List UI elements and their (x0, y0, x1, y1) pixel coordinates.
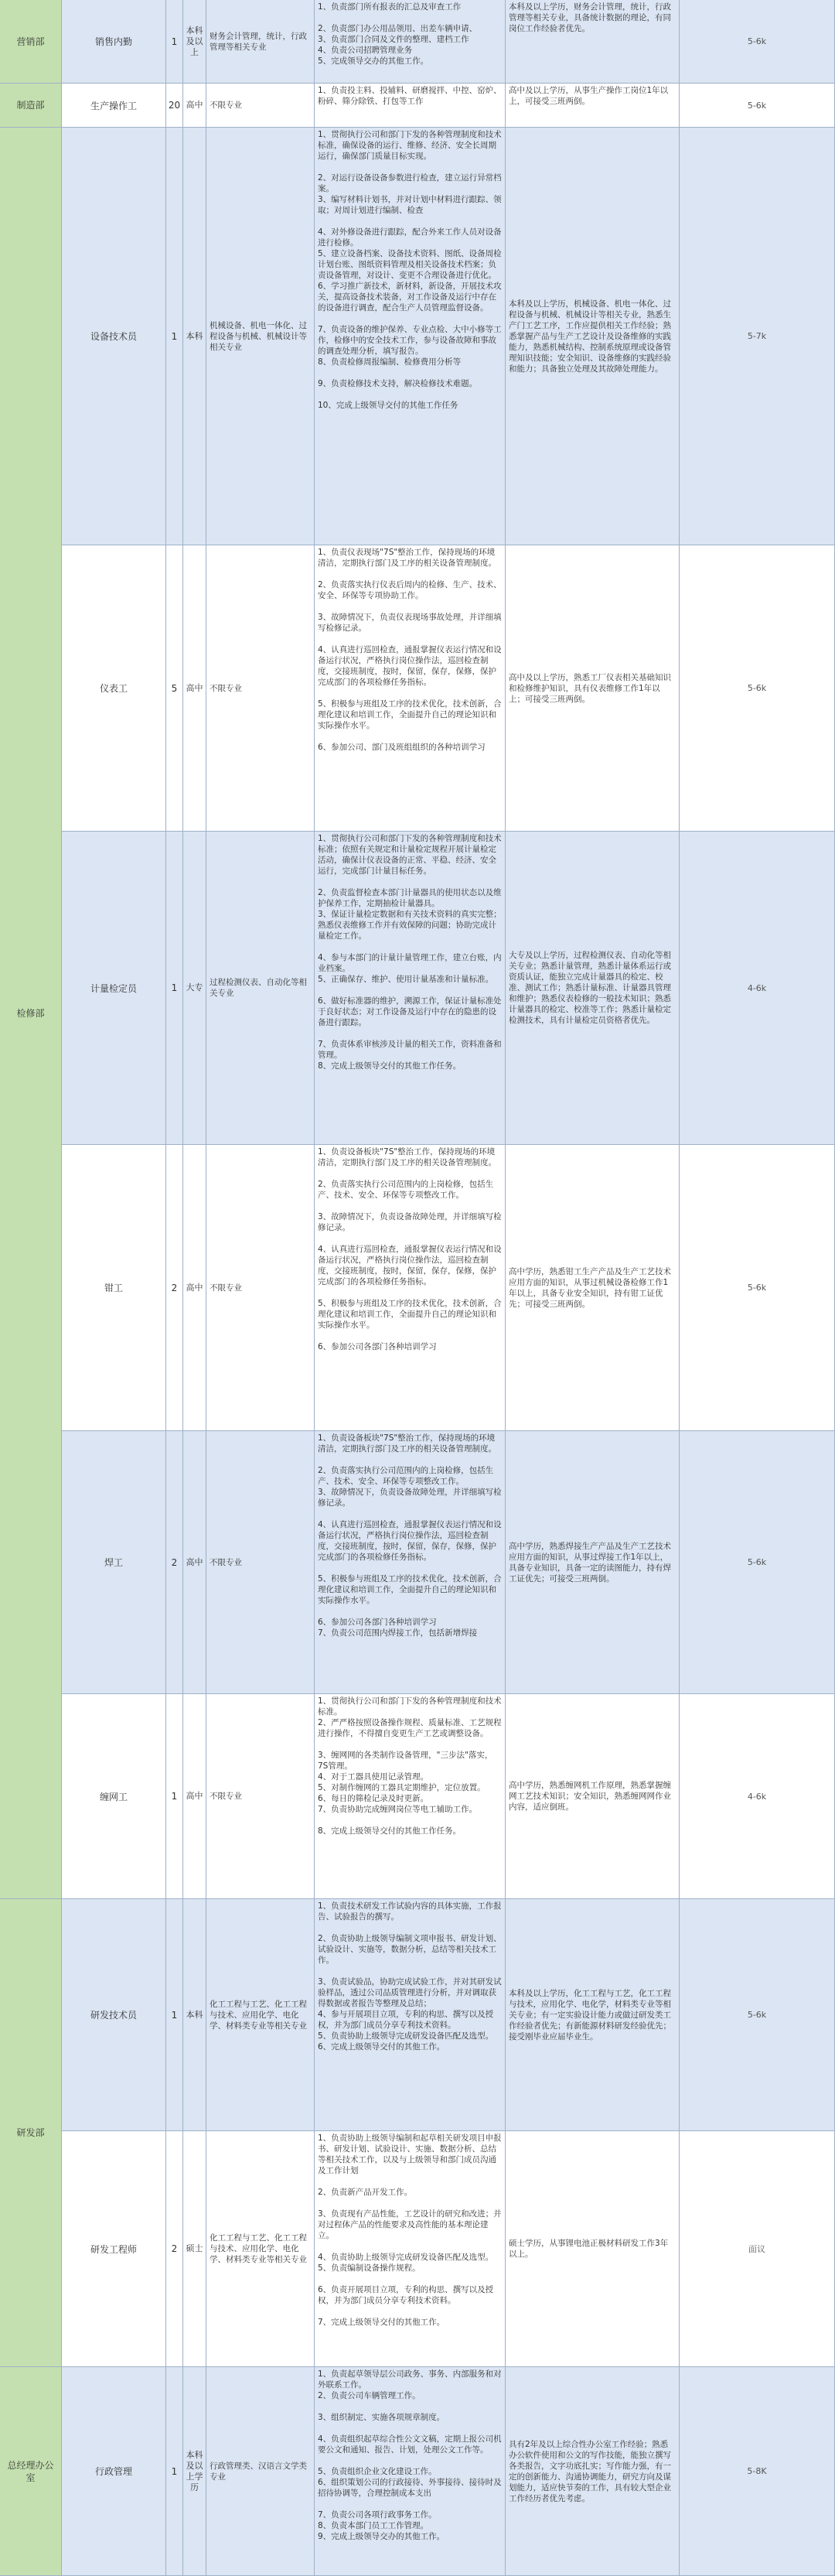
headcount: 1 (171, 2465, 178, 2477)
table-row (0, 545, 835, 832)
requirements: 本科及以上学历，财务会计管理，统计，行政管理等相关专业，具备统计数据的理论，有同岗位工作经验者优先。 (509, 2, 671, 33)
duties: 1、负责协助上级领导编制和起草相关研发项目申报书、研发计划、试验设计、实施、数据分析、总结等相关技术工作，以及与上级领导和部门成员沟通及工作计划 2、负责新产品开发工作。 3、负责现有产品性能，工艺设计的研究和改进；并对过程体产品的性能要求及高性能的基本理论建立。 4、负责协助上级领导完成研发设备匹配及选型。5、负责编制设备操作规程。 6、负责开展项目立项，专利的构思、撰写以及授权，并为部门成员分享专利技术资料。 7、完成上级领导交付的其他工作。 (318, 2134, 502, 2327)
salary: 5-6k (747, 683, 767, 693)
headcount: 1 (171, 36, 178, 47)
headcount: 5 (171, 682, 178, 694)
salary: 5-6k (747, 100, 767, 111)
major: 不限专业 (210, 101, 242, 110)
salary: 4-6k (747, 982, 767, 993)
headcount: 1 (171, 1791, 178, 1802)
major: 过程检测仪表、自动化等相关专业 (210, 978, 307, 998)
major: 不限专业 (210, 1792, 242, 1801)
headcount: 20 (168, 100, 181, 111)
education: 高中 (186, 100, 203, 110)
education: 硕士 (186, 2243, 203, 2253)
salary: 4-6k (747, 1791, 767, 1802)
duties: 1、负责设备板块"7S"整治工作，保持现场的环境清洁，定期执行部门及工序的相关设备管理制度。 2、负责落实执行公司范围内的上岗检修，包括生产、技术、安全、环保等专项整改工作。 3、故障情况下，负责设备故障处理，并详细填写检修记录。 4、认真进行巡回检查，通报掌握仪表运行情况和设备运行状况，严格执行岗位操作法，巡回检查制度，交接班制度，按时，保留，保存，保修，保护完成部门的各项检修任务指标。 5、积极参与班组及工序的技术优化，技术创新，合理化建议和培训工作，全面提升自己的理论知识和实际操作水平。 6、参加公司各部门各种培训学习 (318, 1147, 502, 1351)
major: 行政管理类、汉语言文学类专业 (210, 2461, 307, 2482)
position-name: 研发工程师 (90, 2243, 137, 2255)
table-row (0, 2131, 835, 2367)
requirements: 本科及以上学历，机械设备、机电一体化、过程设备与机械、机械设计等相关专业，熟悉生产门工艺工序，工作应提供相关工作经验；熟悉掌握产品与生产工艺设计及设备维修的实践能力，熟悉机械结构、控制系统原理或设备管理知识技能；安全知识、设备维修的实践经验和能力；具备独立处理及其故障处理能力。 (509, 299, 671, 374)
salary: 5-6k (747, 1557, 767, 1567)
duties: 1、负责投主料、投辅料、研磨搅拌、中控、窑炉、粉碎、筛分除铁、打包等工作 (318, 86, 502, 106)
salary: 5-8K (747, 2466, 767, 2476)
dept-name: 制造部 (16, 100, 45, 111)
position-name: 研发技术员 (90, 2010, 137, 2021)
table-row (0, 128, 835, 545)
requirements: 高中学历，熟悉焊接生产产品及生产工艺技术应用方面的知识，从事过焊接工作1年以上，具备专业知识，具备一定的读图能力，持有焊工证优先；可接受三班两倒。 (509, 1541, 671, 1584)
education: 本科 (186, 2009, 203, 2020)
position-name: 销售内勤 (94, 36, 132, 47)
table-row (0, 832, 835, 1145)
salary: 5-6k (747, 36, 767, 46)
duties: 1、负责部门所有报表的汇总及审查工作 2、负责部门办公用品领用、出差车辆申请、 3、负责部门合同及文件的整理、建档工作 4、负责公司招聘管理业务 5、完成领导交办的其他工作。 (318, 2, 478, 66)
major: 不限专业 (210, 1283, 242, 1293)
requirements: 高中及以上学历，熟悉工厂仪表相关基础知识和检修维护知识，具有仪表维修工作1年以上；可接受三班两倒。 (509, 672, 671, 704)
headcount: 2 (171, 1282, 178, 1293)
salary: 5-7k (747, 331, 767, 341)
requirements: 大专及以上学历，过程检测仪表、自动化等相关专业；熟悉计量管理，熟悉计量体系运行或资质认证，能独立完成计量器具的检定、校准、测试工作；熟悉计量标准、计量器具管理和维护；熟悉仪表检修的一般技术知识；熟悉计量器具的检定、校准等工作；熟悉计量检定检测技术，具有计量检定员资格者优先。 (509, 951, 671, 1025)
major: 化工工程与工艺、化工工程与技术、应用化学、电化学、材料类专业等相关专业 (210, 1999, 307, 2031)
requirements: 高中学历，熟悉钳工生产产品及生产工艺技术应用方面的知识，从事过机械设备检修工作1年以上，具备专业安全知识，持有钳工证优先；可接受三班两倒。 (509, 1266, 671, 1309)
table-row (0, 1899, 835, 2131)
requirements: 本科及以上学历，化工工程与工艺，化工工程与技术，应用化学、电化学，材料类专业等相关专业；有一定实验设计能力或做过研发类工作经验者优先；有新能源材料研发经验优先；接受刚毕业应届毕业生。 (509, 1988, 671, 2041)
position-name: 设备技术员 (90, 331, 137, 342)
headcount: 1 (171, 330, 178, 342)
duties: 1、贯彻执行公司和部门下发的各种管理制度和技术标准，确保设备的运行、维修、经济、安全长周期运行，确保部门质量目标实现。 2、对运行设备设备参数进行检查，建立运行异常档案。 3、编写材料计划书，并对计划中材料进行跟踪、领取；对周计划进行编制、检查 4、对外修设备进行跟踪，配合外来工作人员对设备进行检修。 5、建立设备档案、设备技术资料、图纸、设备周检计划台账、图纸资料管理及相关设备技术档案；负责设备管理，对设计、变更不合理设备进行优化。 6、学习推广新技术，新材料，新设备，开展技术攻关，提高设备技术装备，对工作设备及运行中存在的设备进行调查，配合生产人员管理监督设备。 7、负责设备的维护保养、专业点检、大中小修等工作，检修中的安全技术工作，参与设备故障和事故的调查处理分析，填写报告。 8、负责检修周报编制、检修费用分析等 9、负责检修技术支持，解决检修技术难题。 10、完成上级领导交付的其他工作任务 (318, 130, 502, 410)
table-row (0, 1431, 835, 1694)
dept-name: 总经理办公室 (7, 2459, 54, 2483)
dept-name: 研发部 (16, 2127, 45, 2138)
position-name: 行政管理 (94, 2466, 132, 2477)
major: 机械设备、机电一体化、过程设备与机械、机械设计等相关专业 (210, 320, 307, 352)
education: 高中 (186, 1791, 203, 1801)
requirements: 高中学历，熟悉缠网机工作原理，熟悉掌握缠网工艺技术知识；安全知识，熟悉缠网网作业内容，适应倒班。 (509, 1781, 671, 1812)
duties: 1、负责起草领导层公司政务、事务、内部服务和对外联系工作。 2、负责公司车辆管理工作。 3、组织制定、实施各项规章制度。 4、负责组织起草综合性公文文稿，定期上报公司机要公文和通知、报告、计划，处理公文工作等。 5、负责组织企业文化建设工作。 6、组织策划公司的行政接待、外事接待、接待时及招待协调等，合理控制成本支出 7、负责公司各项行政事务工作。 8、负责本部门员工工作管理。 9、完成上级领导交办的其他工作。 (318, 2369, 502, 2541)
headcount: 1 (171, 982, 178, 993)
table-row (0, 2367, 835, 2576)
table-row (0, 84, 835, 128)
table-row (0, 1694, 835, 1899)
education: 高中 (186, 1282, 203, 1293)
table-row (0, 1145, 835, 1431)
duties: 1、负责设备板块"7S"整治工作，保持现场的环境清洁，定期执行部门及工序的相关设备管理制度。 2、负责落实执行公司范围内的上岗检修，包括生产、技术、安全、环保等专项整改工作。 3、故障情况下，负责设备故障处理，并详细填写检修记录。 4、认真进行巡回检查，通报掌握仪表运行情况和设备运行状况，严格执行岗位操作法，巡回检查制度，交接班制度，按时，保留，保存，保修，保护完成部门的各项检修任务指标。 5、积极参与班组及工序的技术优化，技术创新，合理化建议和培训工作，全面提升自己的理论知识和实际操作水平。 6、参加公司各部门各种培训学习 7、负责公司范围内焊接工作，包括新增焊接 (318, 1433, 502, 1638)
table-row (0, 0, 835, 84)
duties: 1、负责仪表现场"7S"整治工作，保持现场的环境清洁，定期执行部门及工序的相关设备管理制度。 2、负责落实执行仪表后周内的检修、生产、技术、安全、环保等专项协助工作。 3、故障情况下，负责仪表现场事故处理，并详细填写检修记录。 4、认真进行巡回检查，通报掌握仪表运行情况和设备运行状况，严格执行岗位操作法，巡回检查制度，交接班制度，按时，保留，保存，保修，保护完成部门的各项检修任务指标。 5、积极参与班组及工序的技术优化，技术创新，合理化建议和培训工作，全面提升自己的理论知识和实际操作水平。 6、参加公司、部门及班组组织的各种培训学习 (318, 548, 502, 752)
requirements: 高中及以上学历，从事生产操作工岗位1年以上，可接受三班两倒。 (509, 86, 669, 106)
duties: 1、贯彻执行公司和部门下发的各种管理制度和技术标准。 2、严严格按照设备操作规程、质量标准、工艺规程进行操作，不得擅自变更生产工艺或调整设备。 3、缠网网的各类制作设备管理，"三步法"落实，7S管理。 4、对于工器具使用记录管理。 5、对制作缠网的工器具定期维护，定位放置。 6、每日的筛检记录及时更新。 7、负责协助完成缠网岗位等电工辅助工作。 8、完成上级领导交付的其他工作任务。 (318, 1696, 502, 1836)
major: 不限专业 (210, 683, 242, 693)
education: 高中 (186, 682, 203, 693)
education: 本科及以上 (186, 25, 203, 57)
dept-name: 营销部 (16, 36, 45, 47)
dept-name: 检修部 (16, 1007, 45, 1019)
headcount: 2 (171, 2243, 178, 2254)
education: 本科及以上学历 (186, 2449, 203, 2492)
education: 大专 (186, 982, 203, 992)
position-name: 生产操作工 (90, 100, 137, 111)
headcount: 2 (171, 1556, 178, 1568)
salary: 5-6k (747, 1283, 767, 1293)
education: 高中 (186, 1556, 203, 1567)
salary: 面议 (748, 2244, 765, 2254)
major: 不限专业 (210, 1557, 242, 1567)
education: 本科 (186, 330, 203, 341)
position-name: 仪表工 (99, 683, 128, 694)
major: 化工工程与工艺、化工工程与技术、应用化学、电化学、材料类专业等相关专业 (210, 2233, 307, 2264)
major: 财务会计管理，统计，行政管理等相关专业 (210, 31, 307, 52)
position-name: 缠网工 (99, 1791, 128, 1802)
position-name: 计量检定员 (90, 982, 137, 994)
position-name: 钳工 (104, 1283, 123, 1293)
duties: 1、负责技术研发工作试验内容的具体实施，工作报告、试验报告的撰写。 2、负责协助上级领导编制文项申报书、研发计划、试验设计、实施等，数据分析，总结等相关技术工作。 3、负责试验品，协助完成试验工作，并对其研发试验样品，透过公司品质管理进行分析，并对调取获得数据或者报告等整理及总结； 4、参与开展项目立项，专利的构思、撰写以及授权，并为部门成员分享专利技术资料。 5、负责协助上级领导完成研发设备匹配及选型。 6、完成上级领导交付的其他工作。 (318, 1901, 502, 2052)
salary: 5-6k (747, 2010, 767, 2020)
headcount: 1 (171, 2009, 178, 2021)
duties: 1、贯彻执行公司和部门下发的各种管理制度和技术标准；依照有关规定和计量检定规程开展计量检定活动，确保计仪表设备的正常、平稳、经济、安全运行，完成部门计量目标任务。 2、负责监督检查本部门计量器具的使用状态以及维护保养工作，定期抽检计量器具。 3、保证计量检定数据和有关技术资料的真实完整；熟悉仪表维修工作并有效保障的问题；协助完成计量检定工作。 4、参与本部门的计量计量管理工作，建立台账，内业档案。 5、正确保存、维护、使用计量基准和计量标准。 6、做好标准器的维护，溯源工作，保证计量标准处于良好状态；对工作设备及运行中存在的隐患的设备进行跟踪。 7、负责体系审核涉及计量的相关工作，资料准备和管理。 8、完成上级领导交付的其他工作任务。 (318, 834, 502, 1071)
requirements: 硕士学历，从事锂电池正极材料研发工作3年以上。 (509, 2239, 669, 2259)
position-name: 焊工 (104, 1557, 123, 1568)
requirements: 具有2年及以上综合性办公室工作经验；熟悉办公软件使用和公文的写作技能，能独立撰写各类报告，文字功底扎实；写作能力强，有一定的创新能力、沟通协调能力，研究方向及谋划能力，适应快节奏的工作，具有较大型企业工作经历者优先考虑。 (509, 2439, 671, 2503)
